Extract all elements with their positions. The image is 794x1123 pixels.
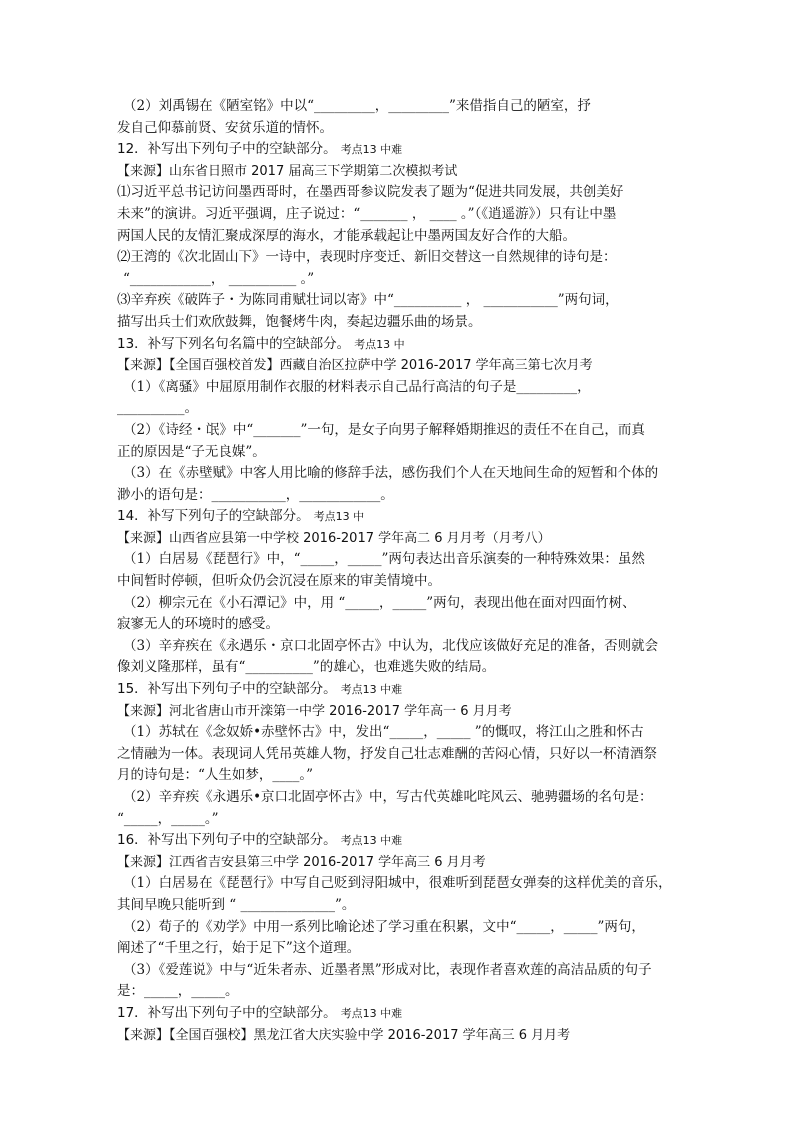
line-text: （1）《离骚》中屈原用制作衣服的材料表示自己品行高洁的句子是_________， <box>123 378 591 395</box>
difficulty-tag: 考点13 中难 <box>340 1006 403 1020</box>
line-text: __________。 <box>117 400 198 417</box>
text-line <box>117 182 687 204</box>
difficulty-tag: 考点13 中难 <box>340 143 403 157</box>
text-line <box>117 290 687 312</box>
line-text: 其间早晚只能听到 “ ______________”。 <box>117 896 356 913</box>
line-text: ⑶辛弃疾《破阵子・为陈同甫赋壮词以寄》中“__________ ， ___________”两句词， <box>117 292 619 309</box>
line-text: 描写出兵士们欢欣鼓舞，饱餐烤牛肉，奏起边疆乐曲的场景。 <box>117 313 482 330</box>
question-title <box>117 334 687 356</box>
source-line <box>117 852 687 874</box>
line-text: 阐述了“千里之行，始于足下”这个道理。 <box>117 940 361 957</box>
text-line <box>117 269 687 291</box>
line-text: 【来源】江西省吉安县第三中学 2016-2017 学年高三 6 月月考 <box>117 854 486 870</box>
text-line <box>117 895 687 917</box>
line-text: 17．补写出下列句子中的空缺部分。 <box>117 1004 337 1021</box>
text-line <box>117 204 687 226</box>
line-text: 【来源】河北省唐山市开滦第一中学 2016-2017 学年高一 6 月月考 <box>117 703 512 719</box>
line-text: （3）在《赤壁赋》中客人用比喻的修辞手法，感伤我们个人在天地间生命的短暂和个体的 <box>123 465 659 482</box>
line-text: 【来源】山西省应县第一中学校 2016-2017 学年高二 6 月月考（月考八） <box>117 530 551 546</box>
line-text: 寂寥无人的环境时的感受。 <box>117 616 279 633</box>
question-title <box>117 679 687 701</box>
document-page <box>117 96 687 1046</box>
text-line <box>117 636 687 658</box>
line-text: 中间暂时停顿，但听众仍会沉浸在原来的审美情境中。 <box>117 573 441 590</box>
text-line <box>117 398 687 420</box>
text-line <box>117 981 687 1003</box>
line-text: （2）辛弃疾《永遇乐•京口北固亭怀古》中，写古代英雄叱咤风云、驰骋疆场的名句是： <box>123 789 653 805</box>
source-line <box>117 1025 687 1047</box>
line-text: 16．补写出下列句子中的空缺部分。 <box>117 832 337 849</box>
difficulty-tag: 考点13 中难 <box>340 834 403 848</box>
text-line <box>117 873 687 895</box>
line-text: 发自己仰慕前贤、安贫乐道的情怀。 <box>117 119 333 136</box>
text-line <box>117 960 687 982</box>
text-line <box>117 247 687 269</box>
text-line <box>117 722 687 744</box>
line-text: 是：_____，_____。 <box>117 983 239 1000</box>
line-text: 未来”的演讲。习近平强调，庄子说过：“_______ ， ____ 。”（《逍遥游》）只有让中墨 <box>117 205 617 222</box>
line-text: （2）刘禹锡在《陋室铭》中以“_________，_________”来借指自己的陋室，抒 <box>123 98 591 114</box>
line-text: （2）《诗经・氓》中“_______”一句，是女子向男子解释婚期推迟的责任不在自己，而真 <box>123 421 645 438</box>
source-line <box>117 161 687 183</box>
line-text: 两国人民的友情汇聚成深厚的海水，才能承载起让中墨两国友好合作的大船。 <box>117 227 576 244</box>
line-text: 月的诗句是：“人生如梦，____。” <box>117 767 314 784</box>
line-text: 【来源】【全国百强校首发】西藏自治区拉萨中学 2016-2017 学年高三第七次月考 <box>117 358 593 374</box>
line-text: 12．补写出下列句子中的空缺部分。 <box>117 141 337 158</box>
line-text: （3）《爱莲说》中与“近朱者赤、近墨者黑”形成对比，表现作者喜欢莲的高洁品质的句子 <box>123 961 652 978</box>
question-title <box>117 830 687 852</box>
text-line <box>117 571 687 593</box>
text-line <box>117 938 687 960</box>
text-line <box>117 226 687 248</box>
line-text: （1）白居易《琵琶行》中，“_____，_____”两句表达出音乐演奏的一种特殊效果：虽然 <box>123 551 645 568</box>
line-text: （1）苏轼在《念奴娇•赤壁怀古》中，发出“_____，_____ ”的慨叹，将江山之胜和怀古 <box>123 724 644 741</box>
line-text: （2）柳宗元在《小石潭记》中，用 “_____，_____”两句，表现出他在面对四面竹树、 <box>123 594 636 611</box>
text-line <box>117 463 687 485</box>
text-line <box>117 593 687 615</box>
line-text: “_____，_____。” <box>117 810 219 827</box>
line-text: 渺小的语句是：___________，____________。 <box>117 486 394 503</box>
difficulty-tag: 考点13 中难 <box>340 683 403 697</box>
text-line <box>117 809 687 831</box>
line-text: （3）辛弃疾在《永遇乐・京口北固亭怀古》中认为，北伐应该做好充足的准备，否则就会 <box>123 637 659 654</box>
line-text: （2）荀子的《劝学》中用一系列比喻论述了学习重在积累，文中“_____，_____”两句， <box>123 918 645 935</box>
text-line <box>117 549 687 571</box>
source-line <box>117 528 687 550</box>
text-line <box>117 614 687 636</box>
text-line <box>117 377 687 399</box>
line-text: 【来源】山东省日照市 2017 届高三下学期第二次模拟考试 <box>117 163 458 179</box>
line-text: 正的原因是“子无良媒”。 <box>117 443 266 460</box>
question-title <box>117 139 687 161</box>
line-text: 像刘义隆那样，虽有“__________”的雄心，也难逃失败的结局。 <box>117 659 496 676</box>
text-line <box>117 485 687 507</box>
text-line <box>117 657 687 679</box>
text-line <box>117 312 687 334</box>
line-text: 15．补写出下列句子中的空缺部分。 <box>117 681 337 698</box>
text-line <box>117 118 687 140</box>
line-text: ⑴习近平总书记访问墨西哥时，在墨西哥参议院发表了题为“促进共同发展，共创美好 <box>117 184 624 201</box>
text-line <box>117 420 687 442</box>
line-text: 【来源】【全国百强校】黑龙江省大庆实验中学 2016-2017 学年高三 6 月月考 <box>117 1027 571 1043</box>
line-text: （1）白居易在《琵琶行》中写自己贬到浔阳城中，很难听到琵琶女弹奏的这样优美的音乐， <box>123 875 672 892</box>
question-title <box>117 506 687 528</box>
text-line <box>117 917 687 939</box>
text-line <box>117 96 687 118</box>
text-line <box>117 442 687 464</box>
line-text: 之情融为一体。表现词人凭吊英雄人物，抒发自己壮志难酬的苦闷心情，只好以一杯清酒祭 <box>117 745 657 762</box>
question-title <box>117 1003 687 1025</box>
source-line <box>117 701 687 723</box>
line-text: “____________， __________ 。” <box>123 270 315 287</box>
line-text: ⑵王湾的《次北固山下》一诗中，表现时序变迁、新旧交替这一自然规律的诗句是： <box>117 249 617 266</box>
line-text: 13．补写下列名句名篇中的空缺部分。 <box>117 335 351 352</box>
source-line <box>117 355 687 377</box>
text-line <box>117 765 687 787</box>
text-line <box>117 787 687 809</box>
text-line <box>117 744 687 766</box>
line-text: 14．补写下列句子的空缺部分。 <box>117 508 310 525</box>
difficulty-tag: 考点13 中 <box>313 510 365 524</box>
difficulty-tag: 考点13 中 <box>354 337 405 351</box>
